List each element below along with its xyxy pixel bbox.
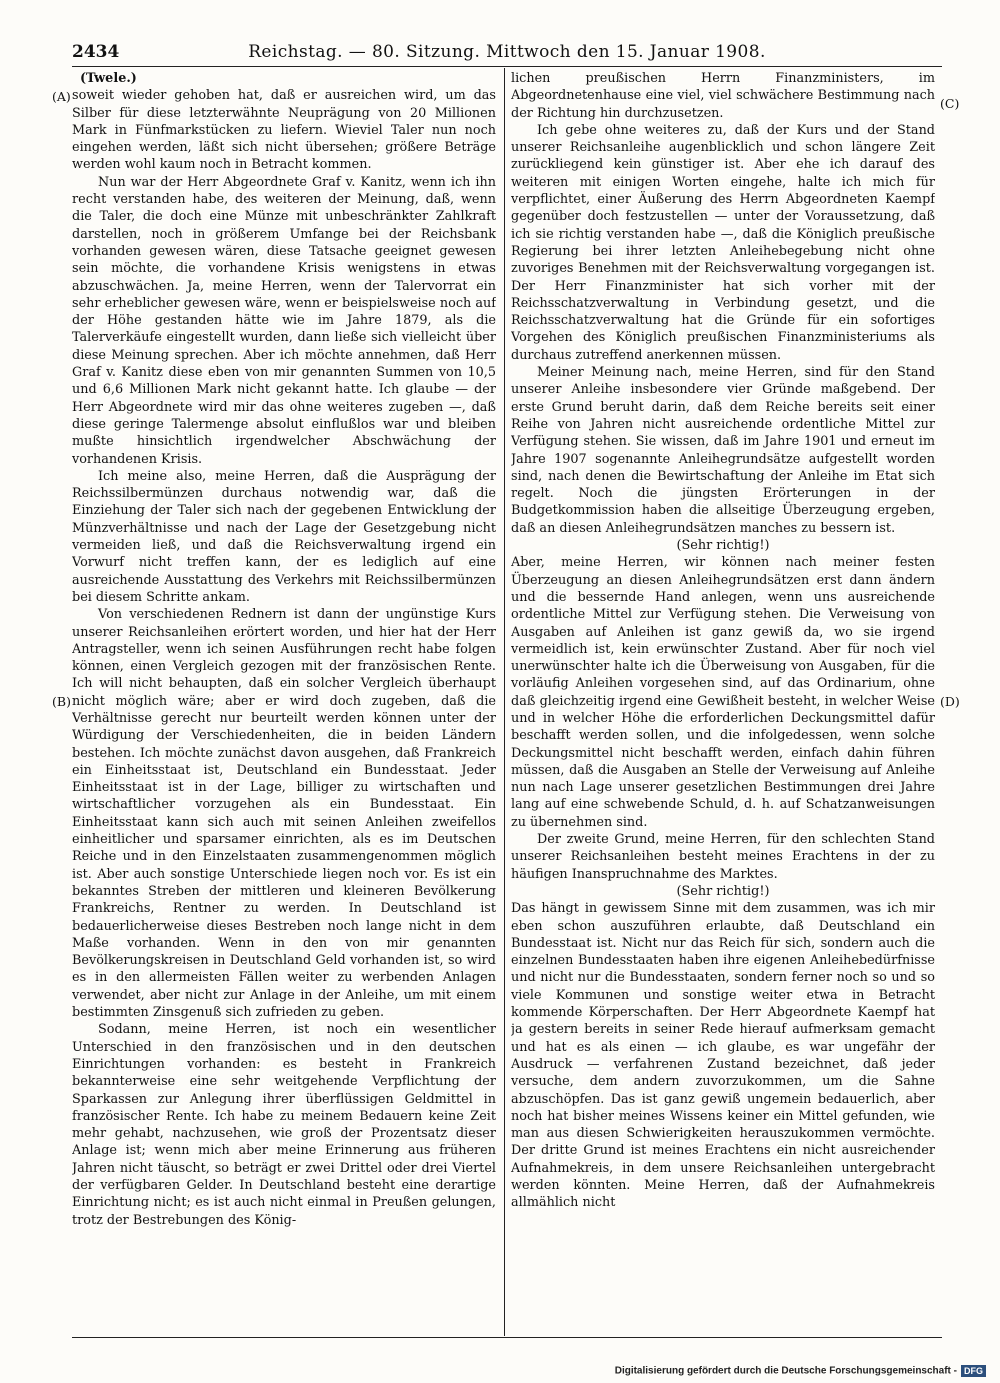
margin-marker-a: (A) xyxy=(52,89,71,104)
header-rule xyxy=(72,66,942,67)
paragraph: Nun war der Herr Abgeordnete Graf v. Kanitz, wenn ich ihn recht verstanden habe, des weiteren der Meinung, daß, wenn die Taler, die doch eine Münze mit unbeschränkter Zahlkraft darstellen, noch in größerem Umfange bei der Reichsbank vorhanden gewesen wären, diese Tatsache geeignet gewesen sein möchte, die vorhandene Krisis wenigstens in etwas abzuschwächen. Ja, meine Herren, wenn der Talervorrat ein sehr erheblicher gewesen wäre, wenn er beispielsweise noch auf der Höhe gestanden hätte wie im Jahre 1879, als die Talerverkäufe eingestellt wurden, dann ließe sich vielleicht über diese Meinung sprechen. Aber ich möchte annehmen, daß Herr Graf v. Kanitz diese eben von mir genannten Summen von 10,5 und 6,6 Millionen Mark nicht gekannt hatte. Ich glaube — der Herr Abgeordnete wird mir das ohne weiteres zugeben —, daß diese geringe Talermenge absolut einflußlos war und bleiben mußte hinsichtlich irgendwelcher Abschwächung der vorhandenen Krisis. xyxy=(72,174,496,467)
paragraph: Der zweite Grund, meine Herren, für den schlechten Stand unserer Reichsanleihen besteht meines Erachtens in der zu häufigen Inanspruchnahme des Marktes. xyxy=(511,832,935,882)
funding-footer xyxy=(615,1365,986,1377)
paragraph: lichen preußischen Herrn Finanzministers, im Abgeordnetenhause eine viel, viel schwächere Bestimmung nach der Richtung hin durchzusetzen. xyxy=(511,71,935,121)
paragraph: Von verschiedenen Rednern ist dann der ungünstige Kurs unserer Reichsanleihen erörtert worden, und hier hat der Herr Antragsteller, wenn ich seinen Ausführungen recht habe folgen können, einen Vergleich gezogen mit der französischen Rente. Ich will nicht behaupten, daß ein solcher Vergleich überhaupt nicht möglich wäre; aber er wird doch zugeben, daß die Verhältnisse gerecht nur beurteilt werden können unter der Würdigung der Verschiedenheiten, die in beiden Ländern bestehen. Ich möchte zunächst davon ausgehen, daß Frankreich ein Einheitsstaat ist, Deutschland ein Bundesstaat. Jeder Einheitsstaat ist in der Lage, billiger zu wirtschaften und wirtschaftlicher vorzugehen als ein Bundesstaat. Ein Einheitsstaat kann sich auch mit seinen Anleihen zweifellos einheitlicher und sparsamer einrichten, als es im Deutschen Reiche und in den Einzelstaaten zusammengenommen möglich ist. Aber auch sonstige Unterschiede liegen noch vor. Es ist ein bekanntes Streben der mittleren und kleineren Bevölkerung Frankreichs, Rentner zu werden. In Deutschland ist bedauerlicherweise dieses Bestreben noch lange nicht in dem Maße vorhanden. Wenn in den von mir genannten Bevölkerungskreisen in Deutschland Geld vorhanden ist, so wird es in den allermeisten Fällen weiter zu werbenden Anlagen verwendet, aber nicht zur Anlage in der Anleihe, um mit einem bestimmten Zinsgenuß sich zufrieden zu geben. xyxy=(72,607,496,1021)
running-title: Reichstag. — 80. Sitzung. Mittwoch den 15. Januar 1908. xyxy=(248,42,766,62)
footer-rule xyxy=(72,1337,942,1338)
paragraph: Meiner Meinung nach, meine Herren, sind für den Stand unserer Anleihe insbesondere vier Gründe maßgebend. Der erste Grund beruht darin, daß dem Reiche bereits seit einer Reihe von Jahren nicht ausreichende ordentliche Mittel zur Verfügung stehen. Sie wissen, daß im Jahre 1901 und erneut im Jahre 1907 sogenannte Anleihegrundsätze aufgestellt worden sind, nach denen die Bewirtschaftung der Anleihe im Etat sich regelt. Noch die jüngsten Erörterungen in der Budgetkommission haben die allseitige Überzeugung ergeben, daß an diesen Anleihegrundsätzen manches zu bessern ist. xyxy=(511,365,935,536)
page-header xyxy=(72,40,942,66)
page-number: 2434 xyxy=(72,42,120,62)
margin-marker-c: (C) xyxy=(940,96,960,111)
paragraph: Das hängt in gewissem Sinne mit dem zusammen, was ich mir eben schon auszuführen erlaubte, daß Deutschland ein Bundesstaat ist. Nicht nur das Reich für sich, sondern auch die einzelnen Bundesstaaten haben ihre eigenen Anleihebedürfnisse und nicht nur die Bundesstaaten, sondern ferner noch so und so viele Kommunen und sonstige weiter etwa in Betracht kommende Körperschaften. Der Herr Abgeordnete Kaempf hat ja gestern bereits in seiner Rede hierauf aufmerksam gemacht und hat es als einen — ich glaube, es war ungefähr der Ausdruck — verfahrenen Zustand bezeichnet, daß jeder versuche, dem andern zuvorzukommen, um die Sahne abzuschöpfen. Das ist ganz gewiß ungemein bedauerlich, aber noch hat bisher meines Wissens keiner ein Mittel gefunden, wie man aus diesen Schwierigkeiten herauszukommen vermöchte. Der dritte Grund ist meines Erachtens ein nicht ausreichender Aufnahmekreis, in dem unsere Reichsanleihen untergebracht werden könnten. Meine Herren, daß der Aufnahmekreis allmählich nicht xyxy=(511,901,935,1211)
paragraph: soweit wieder gehoben hat, daß er ausreichen wird, um das Silber für diese letzterwähnte Neuprägung von 20 Millionen Mark in Fünfmarkstücken zu liefern. Wieviel Taler nun noch eingehen werden, läßt sich nicht übersehen; größere Beträge werden wohl kaum noch in Betracht kommen. xyxy=(72,88,496,173)
paragraph: Ich gebe ohne weiteres zu, daß der Kurs und der Stand unserer Reichsanleihe augenblicklich und schon längere Zeit zurückliegend kein günstiger ist. Aber ehe ich darauf des weiteren mit einigen Worten eingehe, halte ich mich für verpflichtet, einer Äußerung des Herrn Abgeordneten Kaempf gegenüber doch festzustellen — unter der Voraussetzung, daß ich sie richtig verstanden habe —, daß die Königlich preußische Regierung bei ihrer letzten Anleihebegebung nicht ohne zuvoriges Benehmen mit der Reichsverwaltung vorgegangen ist. Der Herr Finanzminister hat sich vorher mit der Reichsschatzverwaltung in Verbindung gesetzt, und die Reichsschatzverwaltung hat die Gründe für ein sofortiges Vorgehen des Königlich preußischen Finanzministeriums als durchaus zutreffend anerkennen müssen. xyxy=(511,122,935,363)
paragraph: Sodann, meine Herren, ist noch ein wesentlicher Unterschied in den französischen und in den deutschen Einrichtungen vorhanden: es besteht in Frankreich bekannterweise eine sehr weitgehende Verpflichtung der Sparkassen zur Anlegung ihrer überflüssigen Geldmittel in französischer Rente. Ich habe zu meinem Bedauern keine Zeit mehr gehabt, nachzusehen, wie groß der Prozentsatz dieser Anlage ist; wenn mich aber meine Erinnerung aus früheren Jahren nicht täuscht, so beträgt er zwei Drittel oder drei Viertel der verfügbaren Gelder. In Deutschland besteht eine derartige Einrichtung nicht; es ist auch nicht einmal in Preußen gelungen, trotz der Bestrebungen des König- xyxy=(72,1022,496,1228)
margin-marker-b: (B) xyxy=(52,694,71,709)
interjection: (Sehr richtig!) xyxy=(676,883,770,899)
speaker-name: (Twele.) xyxy=(80,71,137,86)
funding-note: Digitalisierung gefördert durch die Deutsche Forschungsgemeinschaft - xyxy=(614,1365,957,1377)
right-column xyxy=(511,70,935,1332)
paragraph: Ich meine also, meine Herren, daß die Ausprägung der Reichssilbermünzen durchaus notwendig war, daß die Einziehung der Taler sich nach der gegebenen Entwicklung der Münzverhältnisse und nach der Lage der Gesetzgebung nicht vermeiden ließ, und daß die Reichsverwaltung irgend ein Vorwurf nicht treffen kann, der es lediglich auf eine ausreichende Ausstattung des Verkehrs mit Reichssilbermünzen bei diesem Schritte ankam. xyxy=(72,468,496,605)
margin-marker-d: (D) xyxy=(940,694,960,709)
dfg-logo: DFG xyxy=(961,1365,986,1377)
interjection: (Sehr richtig!) xyxy=(676,538,770,554)
paragraph: Aber, meine Herren, wir können nach meiner festen Überzeugung an diesen Anleihegrundsätzen erst dann ändern und die bessernde Hand anlegen, wenn uns ausreichende ordentliche Mittel zur Verfügung stehen. Die Verweisung von Ausgaben auf Anleihen ist ganz gewiß da, wo sie irgend vermeidlich ist, kein erwünschter Zustand. Aber für noch viel unerwünschter halte ich die Überweisung von Ausgaben, für die vorläufig Anleihen vorgesehen sind, auf das Ordinarium, ohne daß gleichzeitig irgend eine Gewißheit besteht, in welcher Weise und in welcher Höhe die erforderlichen Deckungsmittel dafür beschafft werden sollen, und die infolgedessen, wenn solche Deckungsmittel nicht beschafft werden, einfach dahin führen müssen, daß die Ausgaben an Stelle der Verweisung auf Anleihe nun nach Lage unserer gesetzlichen Bestimmungen drei Jahre lang auf eine schwebende Schuld, d. h. auf Schatzanweisungen zu übernehmen sind. xyxy=(511,555,935,830)
left-column xyxy=(72,70,496,1332)
column-divider xyxy=(504,68,505,1336)
